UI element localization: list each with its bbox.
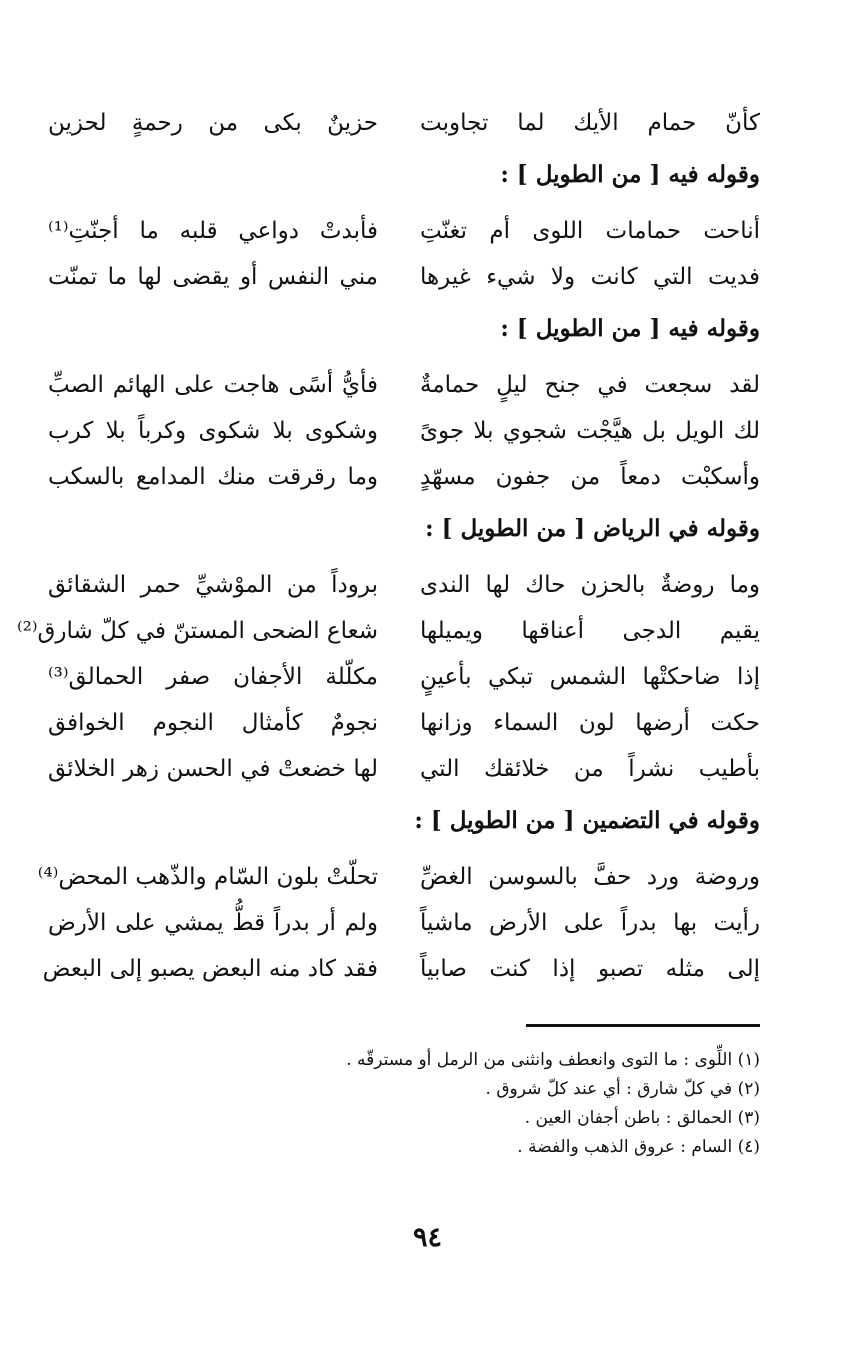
verse-first-hemistich: يقيم الدجى أعناقها ويميلها (420, 618, 760, 644)
poem-heading: وقوله فيه [ من الطويل ] : (500, 161, 760, 188)
verse-first-hemistich: إذا ضاحكتْها الشمس تبكي بأعينٍ (420, 664, 760, 690)
verse-line (48, 654, 760, 700)
verse-first-hemistich: وما روضةٌ بالحزن حاك لها الندى (420, 572, 760, 598)
verse-first-hemistich: وروضة ورد حفَّ بالسوسن الغضِّ (420, 864, 760, 890)
verse-second-hemistich: ولم أر بدراً قطُّ يمشي على الأرض (48, 910, 378, 936)
verse-line (48, 454, 760, 500)
verse-first-hemistich: وأسكبْت دمعاً من جفون مسهّدٍ (420, 464, 760, 490)
verse-line (17, 608, 760, 654)
verse-second-hemistich: فأبدتْ دواعي قلبه ما أجنّتِ⁽¹⁾ (48, 218, 378, 244)
verse-second-hemistich: مكلّلة الأجفان صفر الحمالق⁽³⁾ (48, 664, 378, 690)
verse-second-hemistich: نجومٌ كأمثال النجوم الخوافق (48, 710, 378, 736)
verse-line (48, 900, 760, 946)
verse-second-hemistich: لها خضعتْ في الحسن زهر الخلائق (48, 756, 378, 782)
verse-second-hemistich: فأيُّ أسًى هاجت على الهائم الصبِّ (48, 372, 378, 398)
verse-line (42, 946, 760, 992)
verse-line (48, 408, 760, 454)
poem-heading: وقوله في الرياض [ من الطويل ] : (425, 515, 760, 542)
verse-first-hemistich: رأيت بها بدراً على الأرض ماشياً (420, 910, 760, 936)
verse-second-hemistich: تحلّتْ بلون السّام والذّهب المحض⁽⁴⁾ (37, 864, 378, 890)
verse-second-hemistich: شعاع الضحى المستنّ في كلّ شارق⁽²⁾ (17, 618, 378, 644)
verse-first-hemistich: حكت أرضها لون السماء وزانها (420, 710, 760, 736)
verse-first-hemistich: لك الويل بل هيَّجْت شجوي بلا جوىً (420, 418, 760, 444)
poem-content (17, 100, 760, 992)
verse-first-hemistich: بأطيب نشراً من خلائقك التي (420, 756, 760, 782)
page-number: ٩٤ (412, 1222, 442, 1253)
footnotes (60, 1046, 760, 1162)
verse-line (48, 208, 760, 254)
verse-second-hemistich: فقد كاد منه البعض يصبو إلى البعض (42, 956, 378, 982)
verse-line (48, 254, 760, 300)
verse-second-hemistich: وما رقرقت منك المدامع بالسكب (48, 464, 378, 490)
footnote: (٤) السام : عروق الذهب والفضة . (517, 1137, 760, 1157)
verse-first-hemistich: أناحت حمامات اللوى أم تغنّتِ (420, 218, 760, 244)
footnote: (٢) في كلّ شارق : أي عند كلّ شروق . (485, 1079, 760, 1099)
verse-second-hemistich: وشكوى بلا شكوى وكرباً بلا كرب (48, 418, 378, 444)
footnote: (٣) الحمالق : باطن أجفان العين . (524, 1108, 760, 1128)
verse-line (37, 854, 760, 900)
verse-line (48, 362, 760, 408)
poem-heading: وقوله فيه [ من الطويل ] : (500, 315, 760, 342)
verse-first-hemistich: لقد سجعت في جنح ليلٍ حمامةٌ (420, 372, 760, 398)
poem-heading: وقوله في التضمين [ من الطويل ] : (414, 807, 760, 834)
verse-first-hemistich: كأنّ حمام الأيك لما تجاوبت (420, 110, 760, 136)
verse-first-hemistich: إلى مثله تصبو إذا كنت صابياً (420, 956, 760, 982)
verse-second-hemistich: مني النفس أو يقضى لها ما تمنّت (48, 264, 378, 290)
verse-line (48, 746, 760, 792)
verse-line (48, 700, 760, 746)
footnote: (١) اللِّوى : ما التوى وانعطف وانثنى من الرمل أو مسترقّه . (346, 1050, 760, 1070)
verse-second-hemistich: حزينٌ بكى من رحمةٍ لحزين (48, 110, 378, 136)
verse-first-hemistich: فديت التي كانت ولا شيء غيرها (420, 264, 760, 290)
verse-second-hemistich: بروداً من الموْشيِّ حمر الشقائق (48, 572, 378, 598)
footnote-divider (526, 1024, 760, 1027)
verse-line (48, 562, 760, 608)
verse-line (48, 100, 760, 146)
